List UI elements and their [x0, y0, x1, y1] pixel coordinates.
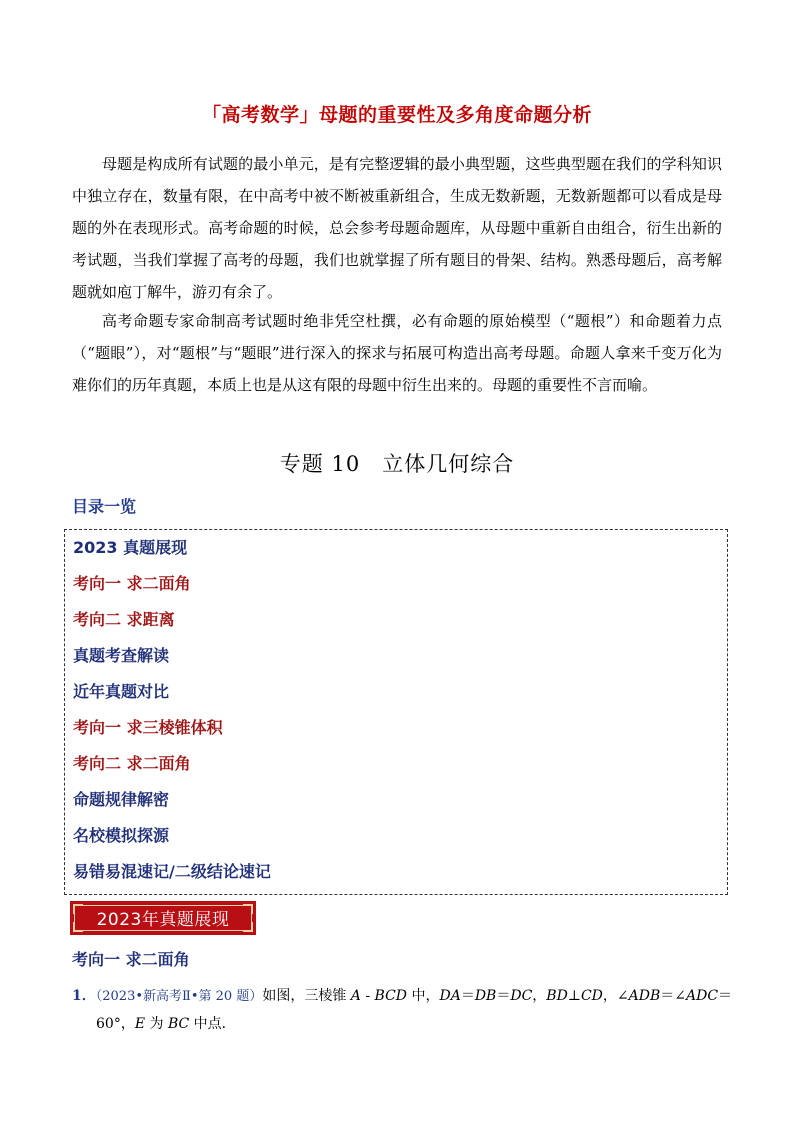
question-text: ＝ [496, 988, 511, 1004]
question-1-line-1 [72, 982, 732, 1011]
math-var: DA [439, 988, 461, 1004]
question-text: ＝∠ [660, 988, 686, 1004]
toc-item-mock-exams[interactable]: 名校模拟探源 [73, 826, 170, 845]
math-var: BC [167, 1016, 190, 1032]
toc-item-distance[interactable]: 考向二 求距离 [73, 610, 175, 629]
question-text: ，∠ [602, 988, 629, 1004]
math-var: ADC [686, 988, 719, 1004]
intro-paragraph-1: 母题是构成所有试题的最小单元，是有完整逻辑的最小典型题，这些典型题在我们的学科知识中独立存在，数量有限，在中高考中被不断被重新组合，生成无数新题，无数新题都可以看成是母题的外在表现形式。高考命题的时候，总会参考母题命题库，从母题中重新自由组合，衍生出新的考试题，当我们掌握了高考的母题，我们也就掌握了所有题目的骨架、结构。熟悉母题后，高考解题就如庖丁解牛，游刃有余了。 [72, 155, 722, 301]
question-text: 60°， [96, 1016, 135, 1032]
math-var: CD [580, 988, 603, 1004]
toc-item-2023-questions[interactable]: 2023 真题展现 [73, 538, 188, 557]
question-text: 中， [407, 988, 440, 1004]
toc-item-quick-notes[interactable]: 易错易混速记/二级结论速记 [73, 862, 271, 881]
question-text: 中点． [189, 1016, 236, 1032]
toc-heading: 目录一览 [72, 497, 137, 516]
table-of-contents [64, 529, 728, 895]
banner-label: 2023年真题展现 [96, 910, 230, 930]
math-var: ADB [628, 988, 661, 1004]
intro-paragraph-2: 高考命题专家命制高考试题时绝非凭空杜撰，必有命题的原始模型（“题根”）和命题着力点（“题眼”），对“题根”与“题眼”进行深入的探求与拓展可构造出高考母题。命题人拿来千变万化为难你们的历年真题，本质上也是从这有限的母题中衍生出来的。母题的重要性不言而喻。 [72, 312, 722, 394]
math-var: BCD [374, 988, 408, 1004]
question-text: ＝ [718, 988, 733, 1004]
topic-title: 专题 10 立体几何综合 [279, 452, 515, 476]
toc-item-patterns[interactable]: 命题规律解密 [73, 790, 170, 809]
section-banner [70, 901, 256, 935]
toc-item-exam-analysis[interactable]: 真题考查解读 [73, 646, 170, 665]
toc-item-recent-comparison[interactable]: 近年真题对比 [73, 682, 170, 701]
question-text: ⊥ [567, 988, 581, 1004]
question-number: 1． [72, 988, 96, 1004]
math-var: DC [510, 988, 533, 1004]
question-text: 为 [145, 1016, 168, 1032]
toc-item-tetrahedron-volume[interactable]: 考向一 求三棱锥体积 [73, 718, 223, 737]
question-text: 如图，三棱锥 [262, 988, 351, 1004]
math-var: E [134, 1016, 146, 1032]
section-heading: 考向一 求二面角 [72, 950, 190, 969]
page-title: 「高考数学」母题的重要性及多角度命题分析 [201, 104, 592, 126]
toc-item-dihedral-angle-2[interactable]: 考向二 求二面角 [73, 754, 191, 773]
question-source: （2023•新高考Ⅱ•第 20 题） [95, 989, 263, 1004]
question-text: ＝ [460, 988, 475, 1004]
question-text: ， [532, 988, 547, 1004]
toc-item-dihedral-angle[interactable]: 考向一 求二面角 [73, 574, 191, 593]
math-var: DB [474, 988, 497, 1004]
question-text: - [360, 988, 375, 1004]
math-var: A [350, 988, 361, 1004]
math-var: BD [546, 988, 568, 1004]
question-1-line-2 [96, 1010, 236, 1038]
